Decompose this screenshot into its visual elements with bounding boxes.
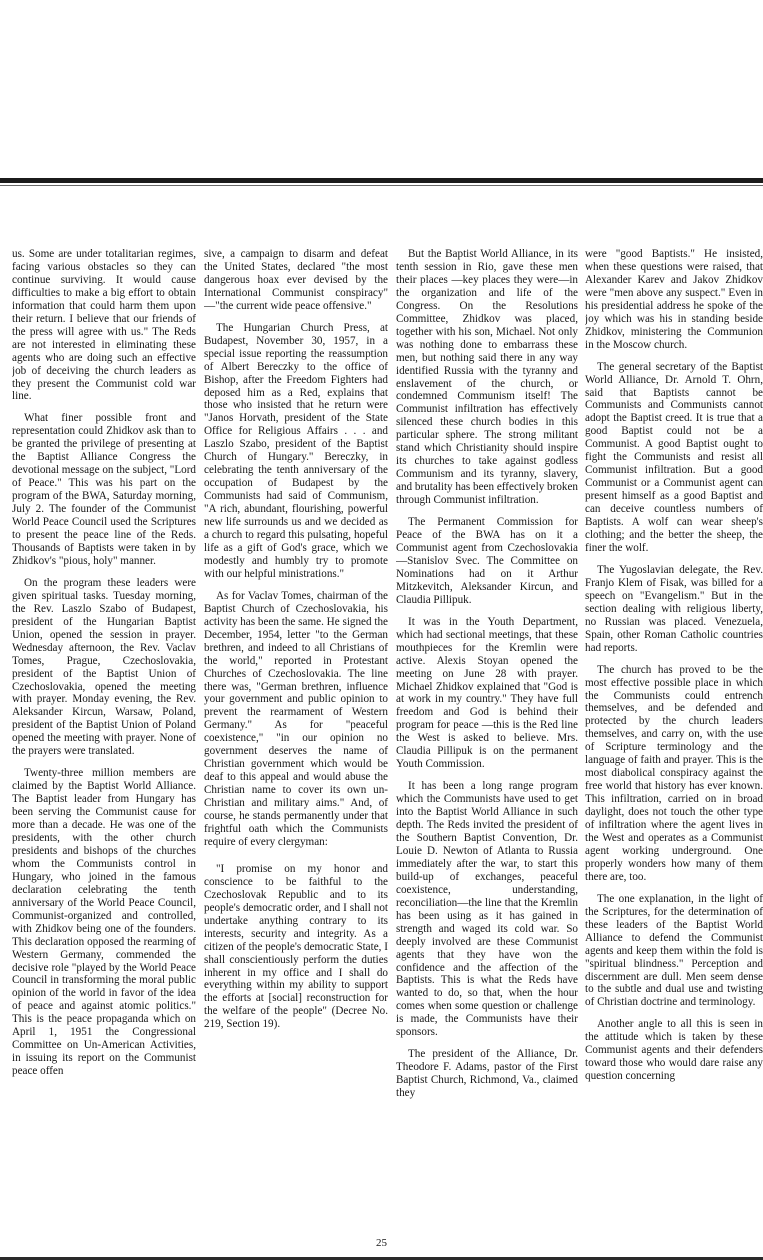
text-column-1 <box>12 248 196 1087</box>
paragraph: On the program these leaders were given spiritual tasks. Tuesday morning, the Rev. Laszlo Szabo of Budapest, president of the Hungarian Baptist Union, opened the session in prayer. Wednesday afternoon, the Rev. Vaclav Tomes, Prague, Czechoslovakia, president of the Baptist Union of Czechoslovakia, opened the meeting with prayer. Monday evening, the Rev. Aleksander Kircun, Warsaw, Poland, president of the Baptist Union of Poland opened the meeting with prayer. None of the prayers were translated. <box>12 576 196 758</box>
paragraph: As for Vaclav Tomes, chairman of the Baptist Church of Czechoslovakia, his activity has been the same. He signed the December, 1954, letter "to the German brethren, and indeed to all Christians of the world," reported in Protestant Churches of Czechoslovakia. The line there was, "German brethren, influence your government and public opinion to prevent the rearmament of Western Germany." As for "peaceful coexistence," "in our opinion no government deserves the name of Christian government which would be deaf to this appeal and would abuse the Christian name to cover its own un-Christian and military aims." And, of course, he stands permanently under that frightful oath which the Communists require of every clergyman: <box>204 589 388 848</box>
paragraph: The Yugoslavian delegate, the Rev. Franjo Klem of Fisak, was billed for a speech on "Evangelism." But in the section dealing with religious liberty, no Russian was placed. Venezuela, Spain, other Roman Catholic countries had reports. <box>585 563 763 654</box>
paragraph: sive, a campaign to disarm and defeat the United States, declared "the most dangerous hoax ever devised by the International Communist conspiracy" —"the current wide peace offensive." <box>204 248 388 312</box>
paragraph: were "good Baptists." He insisted, when these questions were raised, that Alexander Karev and Jakov Zhidkov were "men above any suspect." Even in his presidential address he spoke of the joy which was his in standing beside Zhidkov, ministering the Communion in the Moscow church. <box>585 248 763 351</box>
top-border-thin-rule <box>0 185 763 186</box>
paragraph: The general secretary of the Baptist World Alliance, Dr. Arnold T. Ohrn, said that Baptists cannot be Communists and Communists cannot adopt the Baptist creed. It is true that a good Baptist could not be a Communist. A good Baptist ought to fight the Communists and resist all Communist infiltration. But a good Communist or a Communist agent can present himself as a good Baptist and can deceive countless numbers of Baptists. A wolf can wear sheep's clothing; and the better the sheep, the finer the wolf. <box>585 360 763 554</box>
text-column-2 <box>204 248 388 1040</box>
text-column-3 <box>396 248 578 1109</box>
paragraph: Another angle to all this is seen in the attitude which is taken by these Communist agents and their defenders toward those who would dare raise any question concerning <box>585 1018 763 1083</box>
paragraph: It has been a long range program which the Communists have used to get into the Baptist World Alliance in such depth. The Reds invited the president of the Southern Baptist Convention, Dr. Louie D. Newton of Atlanta to Russia immediately after the war, to start this build-up of exchanges, peaceful coexistence, understanding, reconciliation—the line that the Kremlin has been using as it has gained in strength and waged its cold war. So deeply involved are these Communist agents that they have won the confidence and the affection of the Baptists. This is what the Reds have wanted to do, so that, when the hour comes when some question or challenge is made, the Communists have their sponsors. <box>396 780 578 1039</box>
paragraph: The Hungarian Church Press, at Budapest, November 30, 1957, in a special issue reporting the reassumption of Albert Bereczky to the office of Bishop, after the Freedom Fighters had deposed him as a Red, explains that those who insisted that he return were "Janos Horvath, president of the State Office for Religious Affairs . . . and Laszlo Szabo, president of the Baptist Church of Hungary." Bereczky, in celebrating the tenth anniversary of the occupation of Budapest by the Communists had said of Communism, "A rich, abundant, flourishing, powerful new life surrounds us and we decided as a church to regard this pulsating, hopeful life as a gift of God's grace, which we modestly and humbly try to promote with our helpful ministrations." <box>204 321 388 580</box>
text-column-4 <box>585 248 763 1092</box>
paragraph: Twenty-three million members are claimed by the Baptist World Alliance. The Baptist leader from Hungary has been serving the Communist cause for more than a decade. He was one of the presidents, with the other church presidents and bishops of the churches whom the Communists control in Hungary, who joined in the famous declaration celebrating the tenth anniversary of the World Peace Council, Communist-organized and controlled, with Zhidkov being one of the founders. This declaration opposed the rearming of Western Germany, commended the decisive role "played by the World Peace Council in transforming the moral public opinion of the world in favor of the idea of peace and against atomic politics." This is the peace propaganda which on April 1, 1951 the Congressional Committee on Un-American Activities, in issuing its report on the Communist peace offen <box>12 767 196 1078</box>
paragraph: The president of the Alliance, Dr. Theodore F. Adams, pastor of the First Baptist Church, Richmond, Va., claimed they <box>396 1048 578 1100</box>
paragraph: us. Some are under totalitarian regimes, facing various obstacles so they can continue surviving. It would cause difficulties to make a big effort to obtain information that could harm them upon their return. I believe that our friends of the press will agree with us." The Reds are not interested in eliminating these agents who are doing such an effective job of deceiving the church leaders as they present the Communist cold war line. <box>12 248 196 403</box>
paragraph: But the Baptist World Alliance, in its tenth session in Rio, gave these men their places —key places they were—in the organization and life of the Congress. On the Resolutions Committee, Zhidkov was placed, together with his son, Michael. Not only was nothing done to embarrass these men, but nothing said there in any way identified Russia with the tyranny and enslavement of the church, or condemned Communism itself! The Communist infiltration has effectively silenced these church bodies in this particular sphere. The strong militant stand which Christianity should inspire its churches to take against godless Communism and its tyranny, slavery, and brutality has been effectively broken through Communist infiltration. <box>396 248 578 507</box>
top-border-rule <box>0 178 763 183</box>
paragraph: The church has proved to be the most effective possible place in which the Communists could entrench themselves, and be defended and protected by the church leaders themselves, and carry on, with the use of Scripture terminology and the language of faith and prayer. This is the most diabolical conspiracy against the free world that history has ever known. This infiltration, carried on in broad daylight, does not touch the other type of infiltration where the agent lives in the West and operates as a Communist agent working underground. One properly wonders how many of them there are, too. <box>585 663 763 883</box>
paragraph: The one explanation, in the light of the Scriptures, for the determination of these leaders of the Baptist World Alliance to defend the Communist agents and keep them within the fold is "spiritual blindness." Perception and discernment are dull. Men seem dense to the subtle and dual use and twisting of Christian doctrine and terminology. <box>585 892 763 1009</box>
quoted-oath-paragraph: "I promise on my honor and conscience to be faithful to the Czechoslovak Republic and to its people's democratic order, and I shall not undertake anything contrary to its interests, security and integrity. As a citizen of the people's democratic State, I shall conscientiously perform the duties inherent in my office and I shall do everything within my ability to support the efforts at [social] reconstruction for the welfare of the people" (Decree No. 219, Section 19). <box>204 862 388 1031</box>
paragraph: The Permanent Commission for Peace of the BWA has on it a Communist agent from Czechoslovakia—Stanislov Svec. The Committee on Nominations had on it Arthur Mitzkevitch, Aleksander Kircun, and Claudia Pillipuk. <box>396 516 578 606</box>
paragraph: What finer possible front and representation could Zhidkov ask than to be granted the privilege of presenting at the Baptist Alliance Congress the devotional message on the subject, "Lord of Peace." This was his part on the program of the BWA, Saturday morning, July 2. The founder of the Communist World Peace Council used the Scriptures to present the peace line of the Reds. Thousands of Baptists were taken in by Zhidkov's "pious, holy" manner. <box>12 412 196 567</box>
page-number: 25 <box>376 1237 387 1249</box>
paragraph: It was in the Youth Department, which had sectional meetings, that these mouthpieces for the Kremlin were active. Alexis Stoyan opened the meeting on June 28 with prayer. Michael Zhidkov explained that "God is at work in my country." They have full freedom and God is behind their program for peace —this is the Red line the West is asked to believe. Mrs. Claudia Pillipuk is on the permanent Youth Commission. <box>396 615 578 771</box>
